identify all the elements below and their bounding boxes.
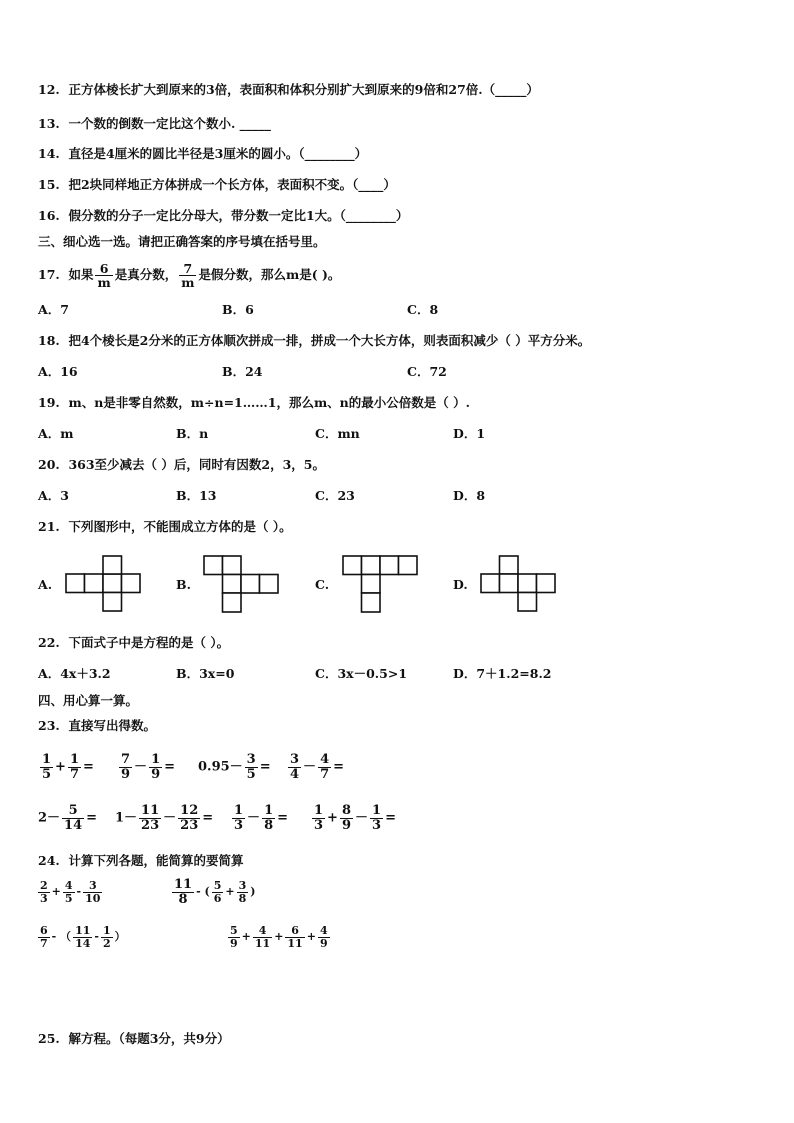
numerator: 1 <box>151 752 161 767</box>
option-b: B．24 <box>222 364 263 379</box>
question-number: 19. <box>38 395 60 410</box>
question-21 <box>38 519 292 535</box>
option-b: B．13 <box>176 488 217 503</box>
question-number: 18. <box>38 333 60 348</box>
denominator: 5 <box>64 891 73 905</box>
question-number: 24. <box>38 853 60 868</box>
cube-net-b <box>204 556 280 614</box>
denominator: 9 <box>319 936 328 950</box>
numerator: 4 <box>258 924 267 937</box>
fraction <box>340 804 353 832</box>
question-number: 25. <box>38 1031 60 1046</box>
denominator: 3 <box>314 817 324 833</box>
denominator: m <box>181 275 195 291</box>
denominator: 5 <box>246 766 256 782</box>
fraction <box>83 880 102 904</box>
denominator: 14 <box>75 936 91 950</box>
term: 2－ <box>38 810 61 826</box>
question-text: 一个数的倒数一定比这个数小. _____ <box>68 116 271 131</box>
numerator: 6 <box>99 261 109 276</box>
operator: - <box>94 930 99 944</box>
operator: － <box>163 810 177 826</box>
cube-net-d <box>481 556 557 612</box>
equals: = <box>202 810 214 826</box>
question-text-post: 是假分数，那么m是( )。 <box>198 267 341 283</box>
equals: = <box>259 759 271 775</box>
numerator: 6 <box>40 924 48 937</box>
calc-expression <box>310 804 396 832</box>
question-text: 把2块同样地正方体拼成一个长方体，表面积不变。（____） <box>68 177 396 192</box>
numerator: 5 <box>213 879 222 893</box>
denominator: 9 <box>341 817 351 833</box>
calc-expression <box>36 925 126 949</box>
denominator: 10 <box>85 891 101 905</box>
operator: + <box>51 885 61 899</box>
operator: － <box>303 759 317 775</box>
denominator: 2 <box>102 936 111 950</box>
question-number: 14. <box>38 146 60 161</box>
option-a: A．3 <box>38 488 69 503</box>
denominator: 11 <box>287 936 303 950</box>
numerator: 3 <box>246 752 256 767</box>
question-text: 直接写出得数。 <box>68 718 156 733</box>
operator: － <box>247 810 261 826</box>
question-text: 正方体棱长扩大到原来的3倍，表面积和体积分别扩大到原来的9倍和27倍.（_____） <box>68 82 539 97</box>
option-a: A．m <box>38 426 74 441</box>
fraction <box>63 880 75 904</box>
equals: = <box>333 759 345 775</box>
option-b: B．3x=0 <box>176 666 235 681</box>
question-number: 21. <box>38 519 60 534</box>
calc-expression <box>36 880 104 904</box>
question-25 <box>38 1031 230 1047</box>
question-14 <box>38 146 367 162</box>
fraction <box>139 804 161 832</box>
option-c: C．72 <box>407 364 447 379</box>
operator: - <box>76 885 82 899</box>
numerator: 1 <box>42 752 52 767</box>
option-b: B．n <box>176 426 209 441</box>
numerator: 11 <box>174 877 193 892</box>
calc-expression <box>38 753 94 781</box>
question-24 <box>38 853 243 869</box>
question-22 <box>38 635 229 651</box>
denominator: 7 <box>40 936 48 950</box>
option-c: C．8 <box>407 302 439 317</box>
question-number: 20. <box>38 457 60 472</box>
numerator: 2 <box>40 879 48 892</box>
question-text-mid: 是真分数， <box>114 267 178 283</box>
operator: + <box>225 885 235 899</box>
question-17 <box>38 262 340 289</box>
question-number: 23. <box>38 718 60 733</box>
numerator: 11 <box>75 924 91 937</box>
question-text: 下面式子中是方程的是（ ）。 <box>68 635 230 650</box>
question-13 <box>38 116 271 132</box>
question-23 <box>38 718 156 734</box>
fraction <box>253 925 272 949</box>
section-heading-3: 三、细心选一选。请把正确答案的序号填在括号里。 <box>38 234 326 249</box>
equals: = <box>164 759 176 775</box>
denominator: 11 <box>254 936 271 950</box>
fraction <box>318 925 330 949</box>
numerator: 7 <box>183 261 193 276</box>
fraction <box>40 753 53 781</box>
option-d: D．1 <box>453 426 486 441</box>
fraction <box>172 878 194 906</box>
calc-expression <box>170 878 255 906</box>
operator: + <box>241 930 251 944</box>
denominator: 8 <box>172 892 194 907</box>
question-text: 直径是4厘米的圆比半径是3厘米的圆小。（________） <box>68 146 368 161</box>
option-a: A. <box>38 577 53 592</box>
numerator: 11 <box>141 803 160 818</box>
fraction <box>228 925 240 949</box>
numerator: 4 <box>319 924 328 937</box>
question-text: 假分数的分子一定比分母大，带分数一定比1大。（________） <box>68 208 409 223</box>
question-text: 计算下列各题，能简算的要简算 <box>68 853 244 868</box>
denominator: 8 <box>264 817 274 833</box>
denominator: 6 <box>213 891 222 905</box>
denominator: 23 <box>141 817 160 833</box>
option-a: A．7 <box>38 302 69 317</box>
denominator: 9 <box>121 766 131 782</box>
calc-expression <box>198 753 271 781</box>
fraction <box>119 753 132 781</box>
fraction <box>262 804 275 832</box>
numerator: 4 <box>320 752 330 767</box>
numerator: 1 <box>234 803 244 818</box>
question-number: 17. <box>38 267 60 283</box>
option-a: A．4x＋3.2 <box>38 666 111 681</box>
operator: ) <box>250 885 256 899</box>
operator: - （ <box>51 930 72 944</box>
fraction <box>149 753 162 781</box>
question-19 <box>38 395 470 411</box>
numerator: 3 <box>88 879 97 892</box>
term: 0.95－ <box>198 759 243 775</box>
denominator: m <box>97 275 111 291</box>
fraction <box>370 804 383 832</box>
question-18 <box>38 333 590 349</box>
fraction <box>288 753 301 781</box>
option-d: D. <box>453 577 468 592</box>
operator: － <box>355 810 369 826</box>
fraction <box>179 262 196 289</box>
numerator: 1 <box>264 803 274 818</box>
option-b: B. <box>176 577 191 592</box>
operator: - ( <box>196 885 210 899</box>
fraction <box>237 880 249 904</box>
section-heading-4: 四、用心算一算。 <box>38 693 139 708</box>
equals: = <box>385 810 396 826</box>
calc-expression <box>38 804 97 832</box>
operator: + <box>55 759 66 775</box>
question-number: 12. <box>38 82 60 97</box>
denominator: 5 <box>42 766 52 782</box>
calc-expression <box>286 753 344 781</box>
denominator: 3 <box>40 891 48 905</box>
denominator: 23 <box>180 817 199 833</box>
question-16 <box>38 208 408 224</box>
operator: + <box>306 930 316 944</box>
operator: － <box>134 759 148 775</box>
numerator: 5 <box>230 924 238 937</box>
numerator: 4 <box>64 879 73 892</box>
denominator: 9 <box>151 766 161 782</box>
denominator: 8 <box>238 891 247 905</box>
fraction <box>318 753 331 781</box>
fraction <box>73 925 92 949</box>
calc-expression <box>230 804 288 832</box>
denominator: 3 <box>372 817 382 833</box>
equals: = <box>83 759 94 775</box>
fraction <box>245 753 258 781</box>
question-text: 把4个棱长是2分米的正方体顺次拼成一排，拼成一个大长方体，则表面积减少（ ）平方分米。 <box>68 333 591 348</box>
question-15 <box>38 177 396 193</box>
denominator: 9 <box>230 936 238 950</box>
numerator: 1 <box>372 803 382 818</box>
cube-net-a <box>66 556 142 612</box>
term: 1－ <box>115 810 138 826</box>
fraction <box>212 880 224 904</box>
numerator: 5 <box>68 803 78 818</box>
fraction <box>68 753 81 781</box>
question-number: 13. <box>38 116 60 131</box>
denominator: 14 <box>64 817 83 833</box>
numerator: 12 <box>180 803 199 818</box>
question-12 <box>38 82 539 98</box>
operator: + <box>327 810 338 826</box>
numerator: 3 <box>290 752 300 767</box>
fraction <box>95 262 112 289</box>
fraction <box>62 804 84 832</box>
fraction <box>178 804 200 832</box>
operator: + <box>274 930 284 944</box>
numerator: 1 <box>314 803 324 818</box>
option-c: C．mn <box>315 426 360 441</box>
fraction <box>101 925 113 949</box>
fraction <box>312 804 325 832</box>
question-text-pre: 如果 <box>68 267 94 283</box>
denominator: 7 <box>69 766 79 782</box>
option-d: D．8 <box>453 488 486 503</box>
question-text: 下列图形中，不能围成立方体的是（ ）。 <box>68 519 292 534</box>
equals: = <box>86 810 98 826</box>
denominator: 7 <box>320 766 330 782</box>
equals: = <box>277 810 289 826</box>
operator: ） <box>114 930 126 944</box>
numerator: 7 <box>121 752 131 767</box>
calc-expression <box>226 925 332 949</box>
numerator: 6 <box>291 924 299 937</box>
question-number: 15. <box>38 177 60 192</box>
question-text: 363至少减去（ ）后，同时有因数2，3，5。 <box>68 457 326 472</box>
calc-expression <box>115 804 213 832</box>
numerator: 8 <box>341 803 351 818</box>
question-number: 22. <box>38 635 60 650</box>
option-c: C．23 <box>315 488 355 503</box>
numerator: 1 <box>69 752 79 767</box>
option-d: D．7＋1.2=8.2 <box>453 666 552 681</box>
calc-expression <box>117 753 175 781</box>
numerator: 3 <box>238 879 247 893</box>
option-c: C. <box>315 577 330 592</box>
numerator: 1 <box>102 924 111 937</box>
option-b: B．6 <box>222 302 254 317</box>
option-a: A．16 <box>38 364 78 379</box>
fraction <box>285 925 304 949</box>
question-20 <box>38 457 325 473</box>
option-c: C．3x－0.5>1 <box>315 666 408 681</box>
question-number: 16. <box>38 208 60 223</box>
fraction <box>232 804 245 832</box>
question-text: m、n是非零自然数，m÷n=1……1，那么m、n的最小公倍数是（ ）. <box>68 395 470 410</box>
fraction <box>38 880 50 904</box>
denominator: 4 <box>290 766 300 782</box>
denominator: 3 <box>234 817 244 833</box>
question-text: 解方程。（每题3分，共9分） <box>68 1031 230 1046</box>
cube-net-c <box>343 556 419 614</box>
fraction <box>38 925 50 949</box>
